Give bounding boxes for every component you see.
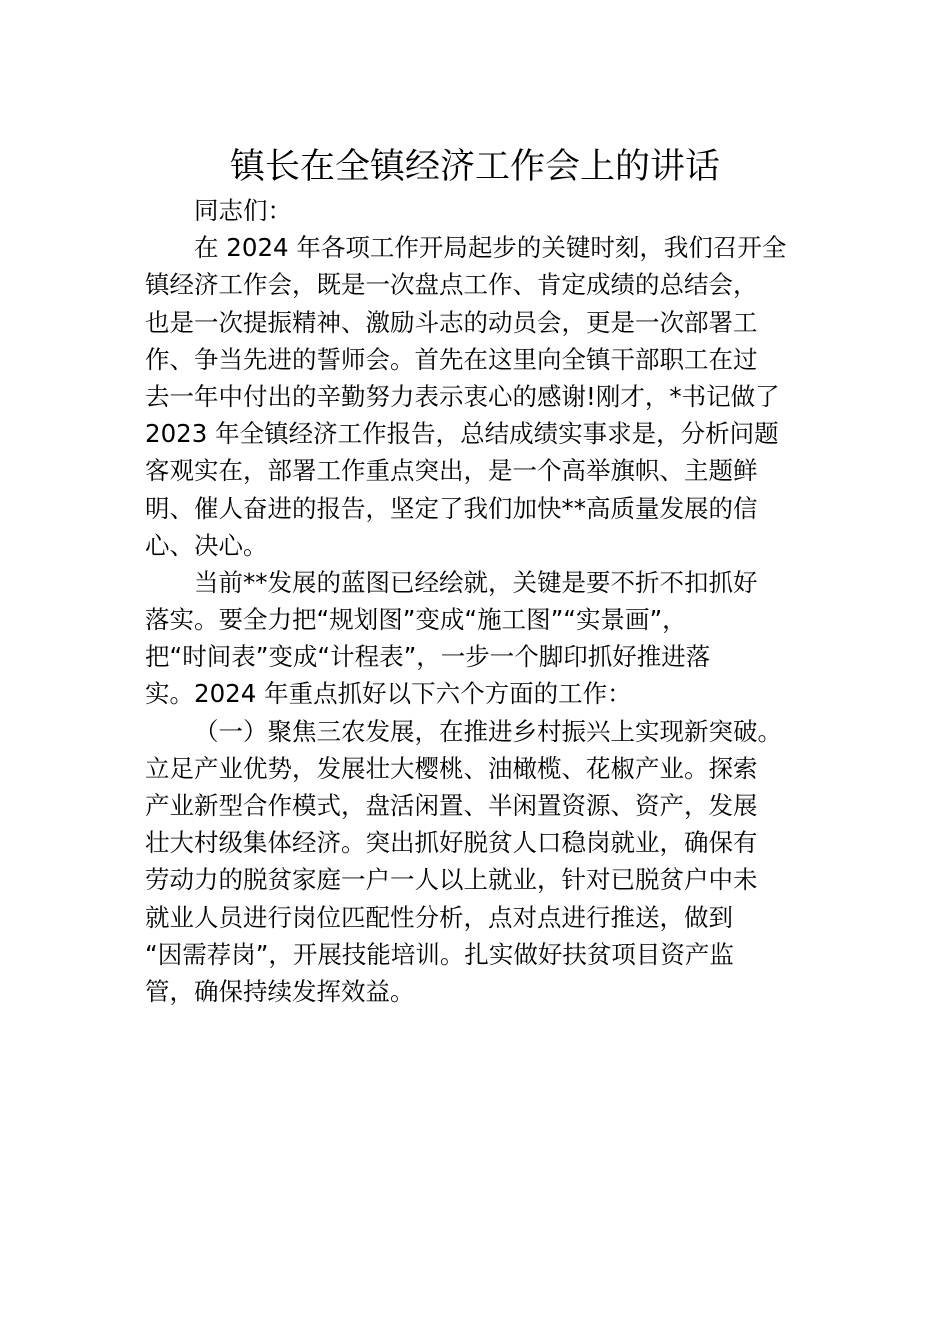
text-line: 实。2024 年重点抓好以下六个方面的工作：	[145, 679, 632, 709]
text-line: 落实。要全力把“规划图”变成“施工图”“实景画”，	[145, 605, 687, 635]
text-line: （一）聚焦三农发展，在推进乡村振兴上实现新突破。	[194, 716, 782, 746]
text-line: 当前**发展的蓝图已经绘就，关键是要不折不扣抓好	[194, 567, 758, 597]
text-line: 产业新型合作模式，盘活闲置、半闲置资源、资产，发展	[145, 791, 758, 820]
text-line: 壮大村级集体经济。突出抓好脱贫人口稳岗就业，确保有	[145, 828, 758, 858]
text-line: 立足产业优势，发展壮大樱桃、油橄榄、花椒产业。探索	[145, 753, 758, 783]
text-line: 明、催人奋进的报告，坚定了我们加快**高质量发展的信	[145, 493, 758, 523]
text-line: 劳动力的脱贫家庭一户一人以上就业，针对已脱贫户中未	[145, 865, 758, 895]
document-body	[145, 192, 815, 1010]
text-line: “因需荐岗”，开展技能培训。扎实做好扶贫项目资产监	[145, 939, 734, 969]
text-line: 镇经济工作会，既是一次盘点工作、肯定成绩的总结会，	[145, 270, 758, 300]
text-line: 作、争当先进的誓师会。首先在这里向全镇干部职工在过	[145, 344, 758, 374]
text-line: 就业人员进行岗位匹配性分析，点对点进行推送，做到	[145, 902, 733, 932]
text-line: 去一年中付出的辛勤努力表示衷心的感谢!刚才，*书记做了	[145, 381, 780, 411]
document-title: 镇长在全镇经济工作会上的讲话	[229, 147, 720, 188]
text-line: 2023 年全镇经济工作报告，总结成绩实事求是，分析问题	[145, 419, 779, 449]
text-line: 在 2024 年各项工作开局起步的关键时刻，我们召开全	[194, 233, 787, 263]
text-line: 客观实在，部署工作重点突出，是一个高举旗帜、主题鲜	[145, 456, 758, 486]
text-line: 也是一次提振精神、激励斗志的动员会，更是一次部署工	[145, 307, 758, 337]
text-line: 把“时间表”变成“计程表”，一步一个脚印抓好推进落	[145, 642, 711, 672]
text-line: 同志们：	[194, 196, 292, 225]
text-line: 管，确保持续发挥效益。	[145, 976, 415, 1006]
text-line: 心、决心。	[145, 530, 268, 560]
